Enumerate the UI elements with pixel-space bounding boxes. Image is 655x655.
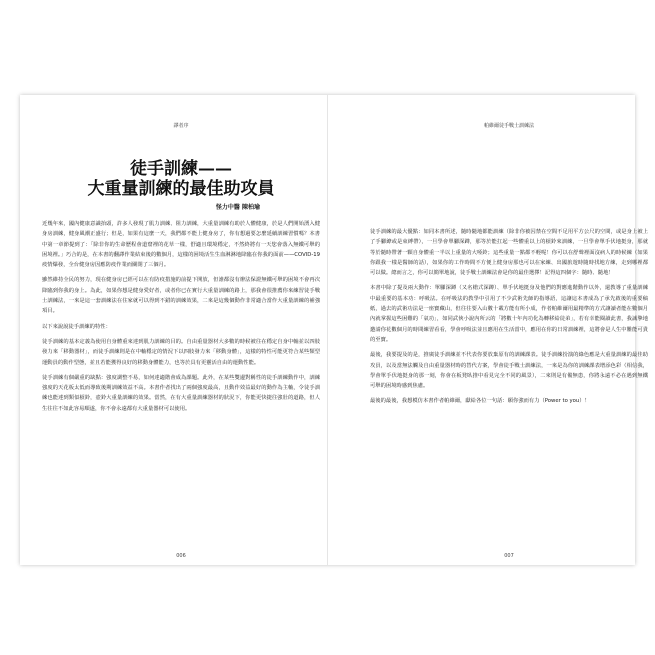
paragraph: 徒手訓練的基本定義為使用自身體重來達到肌力訓練的目的。自由重量器材大多數的時候被往在穩定自身中軸並以四肢發力來「移動器材」，而徒手訓練則是在中軸穩定的情況下以四肢發力來「移動身體」，這樣的特性可能更符合某些類型運動員的動作型態，並且若能獲得良好的移動身體能力，也等於具有更靈活自由的運動性能。	[42, 338, 320, 366]
body-text	[42, 219, 320, 414]
author-byline: 怪力中醫 陳柏瑜	[215, 204, 260, 211]
paragraph: 近幾年來，國內健康意識抬頭，許多人發現了肌力訓練、阻力訓練，大重量訓練有助於人體健康，於是人們開始湧入健身房訓練，健身風潮正盛行；但是，如果有這麼一天，我們都不能上健身房了，你有想過要怎麼延續訓練習慣嗎？本書中第一章節提到了：「除非你的生命歷程會道窟裡的花草一樣，舒適且環境穩定，不然終將有一天您會落入無鐵可舉的困境裡。」巧合的是，在本書的翻譯作業結束後的數個月，這樣的困境活生生血淋淋地降臨在你我的面前——COVID-19 疫情爆發，全台健身房因應防疫作業而關閉了三個月。	[42, 221, 320, 269]
body-text	[370, 227, 648, 407]
left-page	[42, 95, 320, 565]
paragraph: 最後的最後，我想模仿本書作者帕維爾，獻給各位一句話：願你強而有力（Power to you）！	[370, 398, 590, 405]
running-head: 譯者序	[173, 123, 189, 129]
running-head: 帕維爾徒手戰士訓練法	[483, 123, 534, 129]
page-number: 006	[176, 553, 186, 559]
title-line-1: 徒手訓練——	[130, 159, 232, 179]
paragraph: 最後，我要提及的是，推廣徒手訓練並不代表你要放棄原有的訓練課表。徒手訓練扮演的綠色應是大重量訓練的最佳助攻員，以及當無法觸及自由重量器材時的替代方案，學會徒手戰士訓練法，一來是為你的訓練課表增添色彩（相信我，學會單手伏地挺身的那一刻，你會在板凳臥推中看見完全不同的風景），二來則是有備無患，你將永遠不必在遇到無鐵可舉的困境時感到焦慮。	[370, 352, 648, 390]
page-number: 007	[504, 553, 514, 559]
title-line-2: 大重量訓練的最佳助攻員	[87, 179, 275, 199]
right-page	[370, 95, 648, 565]
paragraph: 以下來說說徒手訓練的特性：	[42, 323, 111, 330]
book-gutter	[327, 95, 328, 565]
paragraph: 雖然維持全民的努力，現在健身房已經可以在有防疫措施的前提下開放，但誰都沒有辦法保證無鐵可舉的困境不會再次降臨到你我的身上。為此，如果你想是健身愛好者，或者你已在實行大重量訓練的路上，那我會很推薦你來練習徒手戰士訓練法，一來是這一套訓練法在住家就可以得到不錯的訓練效果，二來是這幾個動作非常適合當作大重量訓練的補強項目。	[42, 277, 320, 315]
paragraph: 徒手訓練有個嚴重的缺點：強度調整不易，如何達適階會成為課題。此外，在某些雙邊對稱性的徒手訓練動作中，訓練強度的天花板太低而導致後期訓練效益不高。本書作者找出了兩個強度最高，且動作效益最好的動作為主軸，令徒手訓練也能達到類似槓鈴，壺鈴大重量訓練的效果。當然，在有大重量訓練器材的狀況下，你能更快捷往強壯的道路，但人生往往不如此容易順遂，你不會永遠都有大重量器材可以使用。	[42, 374, 320, 412]
paragraph: 本書中除了提及兩大動作：單腳深蹲（又名槍式深蹲）、單手伏地挺身及他們的對應進階動作以外，還教導了重量訓練中最重要的基本功：呼吸法。在呼吸法的教學中引用了不少武術先師的指導語，這讓這本書成為了承先啟後的重要稿紙，過去的武術功法是一座寶藏山，但往往要入山數十載方能有所小成，作者帕維爾用最精準的方式讓讀者能在數個月內就掌握這些困難的「氣功」，如同武俠小說內所云的「將數十年內功化為轉移給徒弟」，若有幸能閱讀此書，我誠摯地邀請你花數個月的時間練習看看，學會呼吸法並且應用在生活當中，應用在你的日常訓練裡，這將會是人生中難能可貴的至寶。	[370, 285, 648, 343]
paragraph: 徒手訓練的最大優點：如同本書所述，隨時隨地都能訓練（除非你被囚禁在空間不足用平方公尺的空間，或是身上被上了手腳鐐或是束縛帶），一旦學會單腳深蹲，那等於能扛起一些體重以上的槓鈴來訓練，一旦學會單手伏地挺身，那就等於隨時帶著一顆自身體重一半以上重量的大啞鈴；這些重量一點都不輕呢！你可以在舒聲裡面沒病人的時候練（如果你跟我一樣是醫師的話），如果你的工作時間不方便上健身房那也可以在家練、出國旅遊時隨時找地方練，走到哪裡都可以做。總而言之，你可以簡單地說，徒手戰士訓練法會是你的最佳選擇！記得這四個字：隨時、隨地！	[370, 229, 648, 277]
chapter-title	[42, 159, 320, 199]
